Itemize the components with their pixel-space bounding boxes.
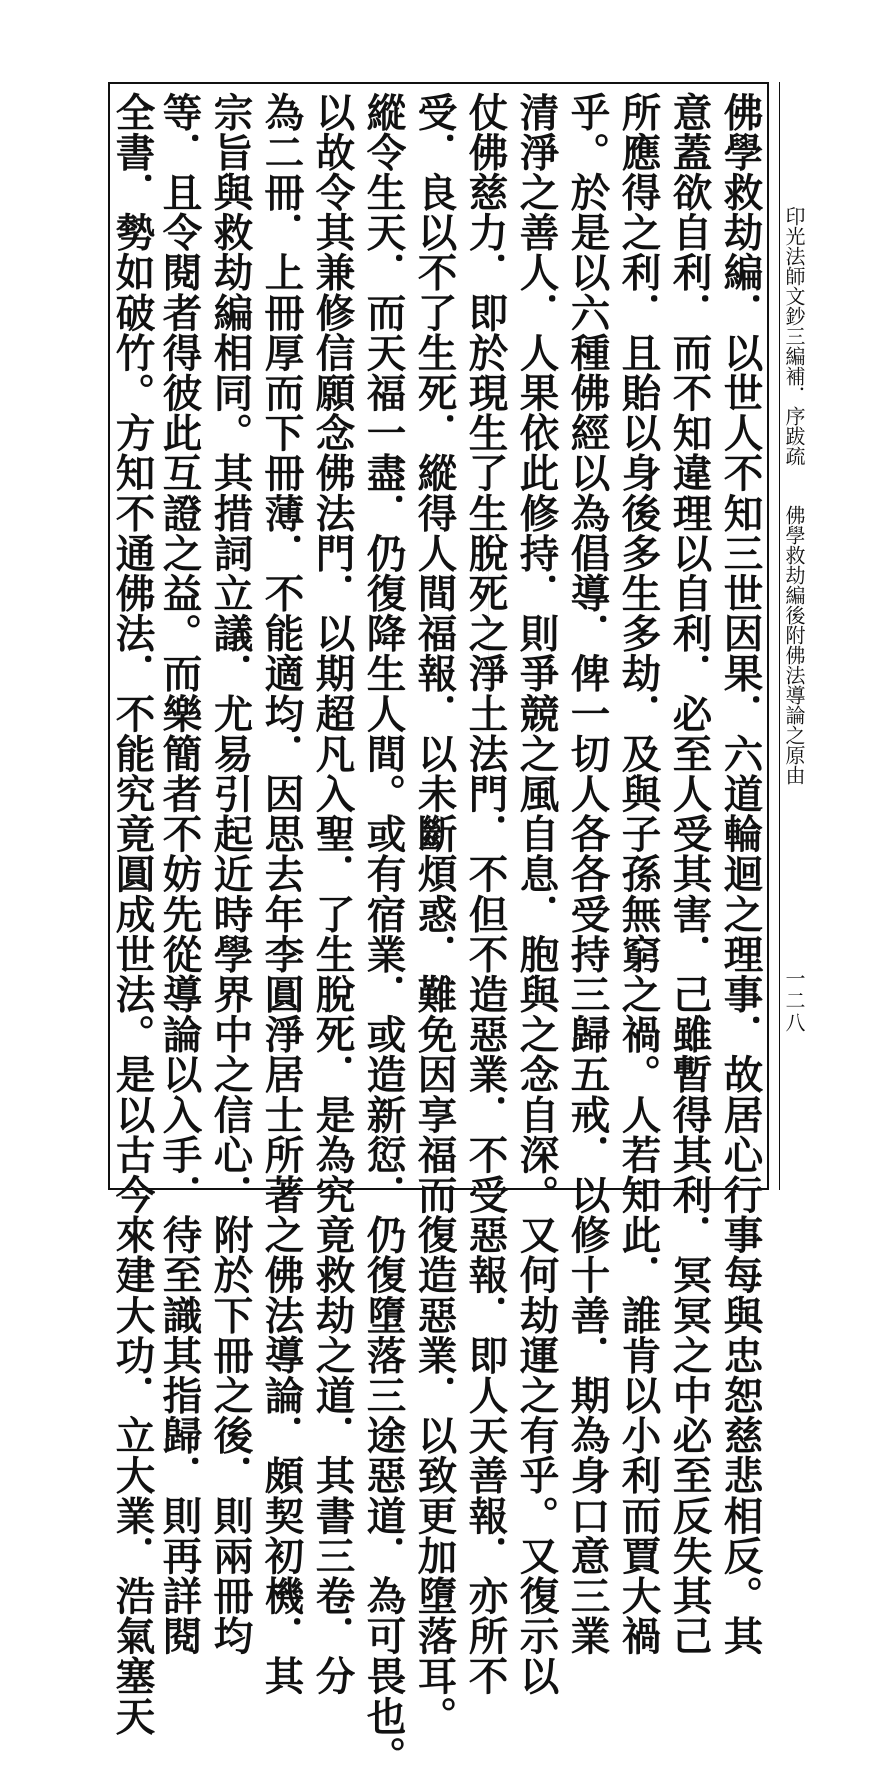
text-column-1: 佛學救劫編．以世人不知三世因果．六道輪迴之理事．故居心行事每與忠恕慈悲相反。其: [717, 92, 764, 1656]
text-column-10: 為二冊．上冊厚而下冊薄．不能適均．因思去年李圓淨居士所著之佛法導論．頗契初機．其: [258, 92, 305, 1696]
running-header-section-title: 佛學救劫編後附佛法導論之原由: [782, 505, 806, 785]
text-column-11: 宗旨與救劫編相同。其措詞立議．尤易引起近時學界中之信心．附於下冊之後．則兩冊均: [207, 92, 254, 1656]
text-column-9: 以故令其兼修信願念佛法門．以期超凡入聖．了生脫死．是為究竟救劫之道．其書三卷．分: [309, 92, 356, 1696]
header-divider-rule-thin: [779, 82, 780, 1190]
text-column-8: 縱令生天．而天福一盡．仍復降生人間。或有宿業．或造新愆．仍復墮落三途惡道．為可畏也。: [360, 92, 407, 1776]
text-column-4: 乎。於是以六種佛經以為倡導．俾一切人各各受持三歸五戒．以修十善．期為身口意三業: [564, 92, 611, 1656]
text-column-3: 所應得之利．且貽以身後多生多劫．及與子孫無窮之禍。人若知此．誰肯以小利而賈大禍: [615, 92, 662, 1656]
text-column-6: 仗佛慈力．即於現生了生脫死之淨土法門．不但不造惡業．不受惡報．即人天善報．亦所不: [462, 92, 509, 1696]
text-column-7: 受．良以不了生死．縱得人間福報．以未斷煩惑．難免因享福而復造惡業．以致更加墮落耳。: [411, 92, 458, 1737]
running-header-book-title: 印光法師文鈔三編補．序跋疏: [782, 206, 806, 466]
text-column-2: 意蓋欲自利．而不知違理以自利．必至人受其害．己雖暫得其利．冥冥之中必至反失其己: [666, 92, 713, 1656]
text-column-5: 清淨之善人．人果依此修持．則爭競之風自息．胞與之念自深。又何劫運之有乎。又復示以: [513, 92, 560, 1696]
header-divider-rule: [767, 82, 769, 1190]
text-column-13: 全書．勢如破竹。方知不通佛法．不能究竟圓成世法。是以古今來建大功．立大業．浩氣塞天: [109, 92, 156, 1737]
page-number: 一二八: [782, 968, 806, 1034]
text-column-12: 等．且令閱者得彼此互證之益。而樂簡者不妨先從導論以入手．待至識其指歸．則再詳閱: [156, 92, 203, 1656]
